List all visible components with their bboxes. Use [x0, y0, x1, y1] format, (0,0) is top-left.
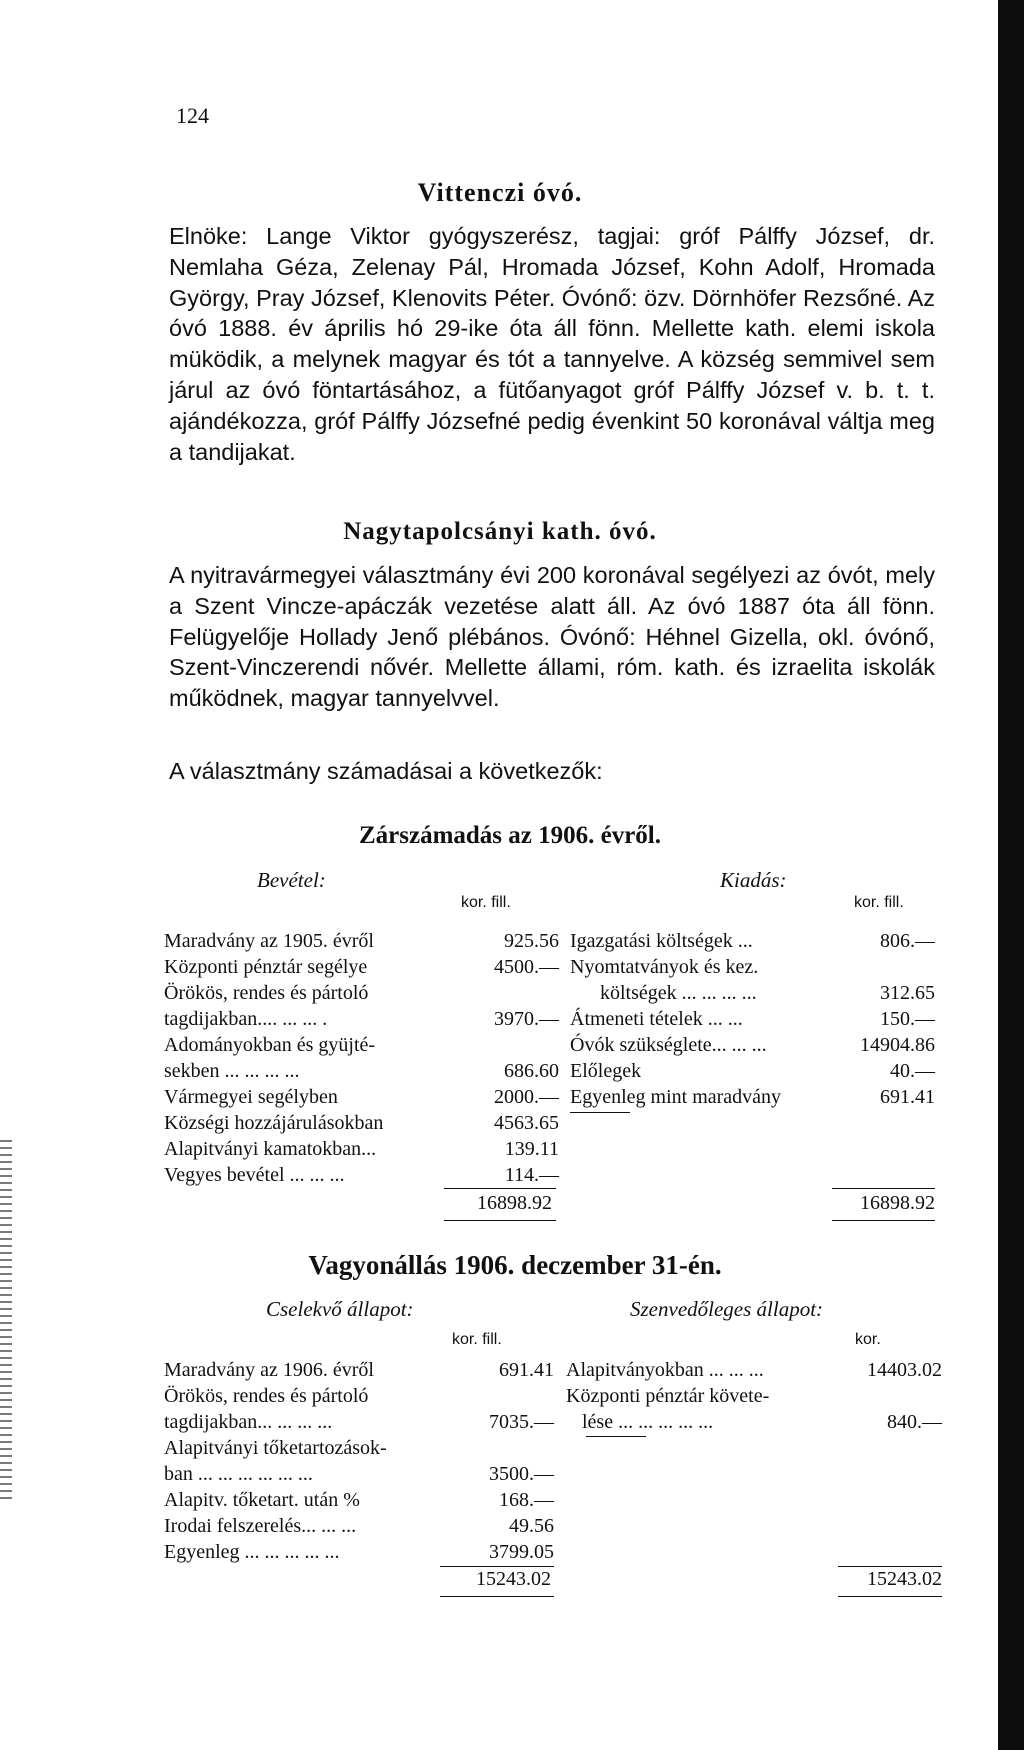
expense-total-underline [832, 1220, 935, 1221]
passive-total-rule [838, 1566, 942, 1567]
table-row: ban ... ... ... ... ... ... 3500.— [164, 1463, 554, 1485]
income-total-underline [444, 1220, 556, 1221]
expense-table [570, 928, 935, 1110]
income-table [164, 928, 559, 1188]
assets-title: Vagyonállás 1906. deczember 31-én. [308, 1250, 722, 1280]
active-title: Cselekvő állapot: [266, 1297, 414, 1321]
income-total-rule [444, 1188, 556, 1189]
table-row: Irodai felszerelés... ... ... 49.56 [164, 1515, 554, 1537]
table-row: Alapitv. tőketart. után % 168.— [164, 1489, 554, 1511]
table-row: Vegyes bevétel ... ... ... 114.— [164, 1164, 559, 1186]
passive-table [566, 1357, 946, 1435]
expense-short-rule [570, 1112, 630, 1113]
section-title-nagytapolcsanyi: Nagytapolcsányi kath. óvó. [343, 518, 657, 545]
table-row: Egyenleg ... ... ... ... ... 3799.05 [164, 1541, 554, 1563]
active-total: 15243.02 [476, 1568, 551, 1590]
paragraph-nagytapolcsanyi: A nyitravármegyei választmány évi 200 koronával segélyezi az óvót, mely a Szent Vincze-apáczák vezetése alatt áll. Az óvó 1887 óta áll fönn. Felügyelője Hollady Jenő plébános. Óvónő: Héhnel Gizella, okl. óvónő, Szent-Vinczerendi nővér. Mellette állami, róm. kath. és izraelita iskolák működnek, magyar tannyelvvel. [169, 562, 935, 712]
table-row: Alapitványi kamatokban... 139.11 [164, 1138, 559, 1160]
table-row: Átmeneti tételek ... ... 150.— [570, 1008, 935, 1030]
table-row: Központi pénztár segélye 4500.— [164, 956, 559, 978]
table-row: Vármegyei segélyben 2000.— [164, 1086, 559, 1108]
expense-total-rule [832, 1188, 935, 1189]
account-intro: A választmány számadásai a következők: [169, 758, 603, 784]
table-row: tagdijakban.... ... ... . 3970.— [164, 1008, 559, 1030]
table-row: Nyomtatványok és kez. [570, 956, 759, 978]
table-row: Óvók szükséglete... ... ... 14904.86 [570, 1034, 935, 1056]
table-row: tagdijakban... ... ... ... 7035.— [164, 1411, 554, 1433]
scan-edge-bar [998, 0, 1024, 1750]
table-row: Örökös, rendes és pártoló [164, 982, 369, 1004]
paragraph-vittenczi: Elnöke: Lange Viktor gyógyszerész, tagjai: gróf Pálffy József, dr. Nemlaha Géza, Zelenay Pál, Hromada József, Kohn Adolf, Hromada György, Pray József, Klenovits Péter. Óvónő: özv. Dörnhöfer Rezsőné. Az óvó 1888. év április hó 29-ike óta áll fönn. Mellette kath. elemi iskola müködik, a melynek magyar és tót a tannyelve. A község semmivel sem járul az óvó föntartásához, a fütőanyagot gróf Pálffy József v. b. t. t. ajándékozza, gróf Pálffy Józsefné pedig évenkint 50 koronával váltja meg a tandijakat. [169, 223, 935, 465]
active-unit: kor. fill. [452, 1331, 502, 1348]
passive-title: Szenvedőleges állapot: [630, 1297, 824, 1321]
active-total-underline [440, 1596, 554, 1597]
income-title: Bevétel: [257, 868, 326, 892]
table-row: Előlegek 40.— [570, 1060, 935, 1082]
passive-total: 15243.02 [867, 1568, 942, 1590]
income-unit: kor. fill. [461, 894, 511, 911]
passive-total-underline [838, 1596, 942, 1597]
account-title: Zárszámadás az 1906. évről. [358, 822, 662, 849]
table-row: Maradvány az 1905. évről 925.56 [164, 930, 559, 952]
expense-total: 16898.92 [860, 1192, 935, 1214]
table-row: Központi pénztár követe- [566, 1385, 770, 1407]
section-title-vittenczi: Vittenczi óvó. [417, 178, 583, 207]
table-row: Egyenleg mint maradvány 691.41 [570, 1086, 935, 1108]
active-total-rule [440, 1566, 554, 1567]
table-row: Adományokban és gyüjté- [164, 1034, 376, 1056]
scan-margin-marks [0, 1140, 12, 1500]
passive-unit: kor. [855, 1331, 881, 1348]
table-row: sekben ... ... ... ... 686.60 [164, 1060, 559, 1082]
active-table [164, 1357, 554, 1565]
expense-title: Kiadás: [720, 868, 787, 892]
table-row: Alapitványi tőketartozások- [164, 1437, 387, 1459]
table-row: Alapitványokban ... ... ... 14403.02 [566, 1359, 942, 1381]
income-total: 16898.92 [477, 1192, 552, 1214]
table-row: Igazgatási költségek ... 806.— [570, 930, 935, 952]
table-row: Maradvány az 1906. évről 691.41 [164, 1359, 554, 1381]
table-row: költségek ... ... ... ... 312.65 [600, 982, 935, 1004]
page-number: 124 [176, 103, 209, 128]
table-row: Községi hozzájárulásokban 4563.65 [164, 1112, 559, 1134]
table-row: Örökös, rendes és pártoló [164, 1385, 369, 1407]
expense-unit: kor. fill. [854, 894, 904, 911]
passive-short-rule [586, 1436, 646, 1437]
table-row: lése ... ... ... ... ... 840.— [582, 1411, 942, 1433]
